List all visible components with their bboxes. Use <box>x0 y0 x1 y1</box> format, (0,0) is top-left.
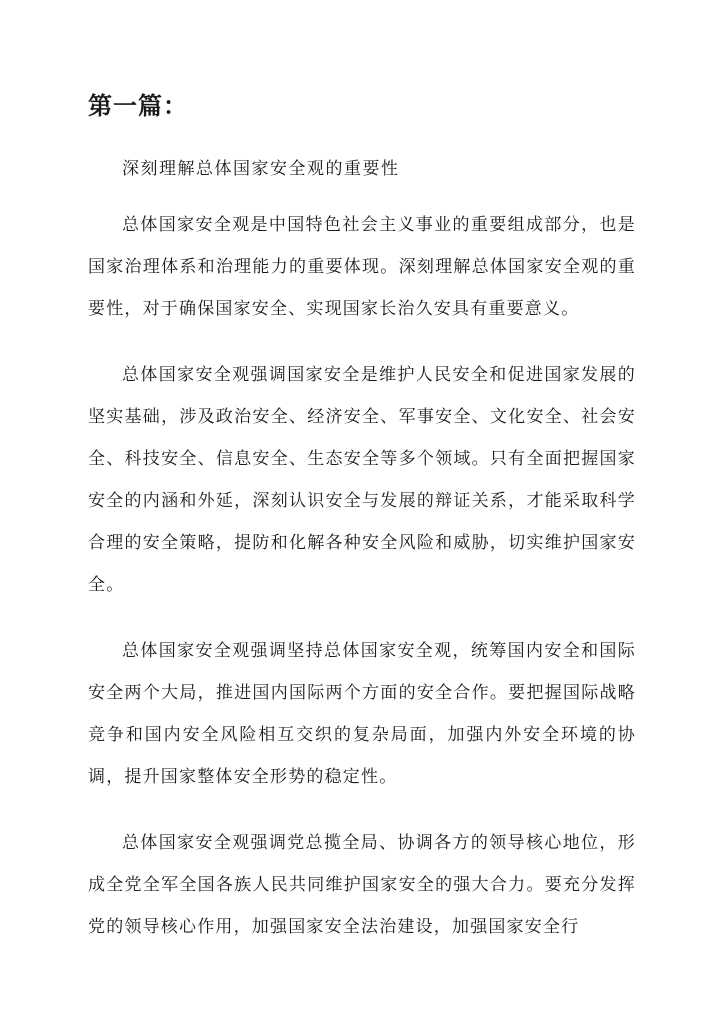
paragraph-4: 总体国家安全观强调党总揽全局、协调各方的领导核心地位，形成全党全军全国各族人民共同维护国家安全的强大合力。要充分发挥党的领导核心作用，加强国家安全法治建设，加强国家安全行 <box>88 833 636 937</box>
paragraph-1: 总体国家安全观是中国特色社会主义事业的重要组成部分，也是国家治理体系和治理能力的重要体现。深刻理解总体国家安全观的重要性，对于确保国家安全、实现国家长治久安具有重要意义。 <box>88 215 636 319</box>
paragraph-2: 总体国家安全观强调国家安全是维护人民安全和促进国家发展的坚实基础，涉及政治安全、经济安全、军事安全、文化安全、社会安全、科技安全、信息安全、生态安全等多个领域。只有全面把握国家安全的内涵和外延，深刻认识安全与发展的辩证关系，才能采取科学合理的安全策略，提防和化解各种安全风险和威胁，切实维护国家安全。 <box>88 365 636 595</box>
document-body <box>88 204 636 972</box>
paragraph-3: 总体国家安全观强调坚持总体国家安全观，统筹国内安全和国际安全两个大局，推进国内国际两个方面的安全合作。要把握国际战略竞争和国内安全风险相互交织的复杂局面，加强内外安全环境的协调，提升国家整体安全形势的稳定性。 <box>88 641 636 787</box>
document-heading: 第一篇： <box>88 91 188 120</box>
document-subtitle: 深刻理解总体国家安全观的重要性 <box>122 159 400 179</box>
